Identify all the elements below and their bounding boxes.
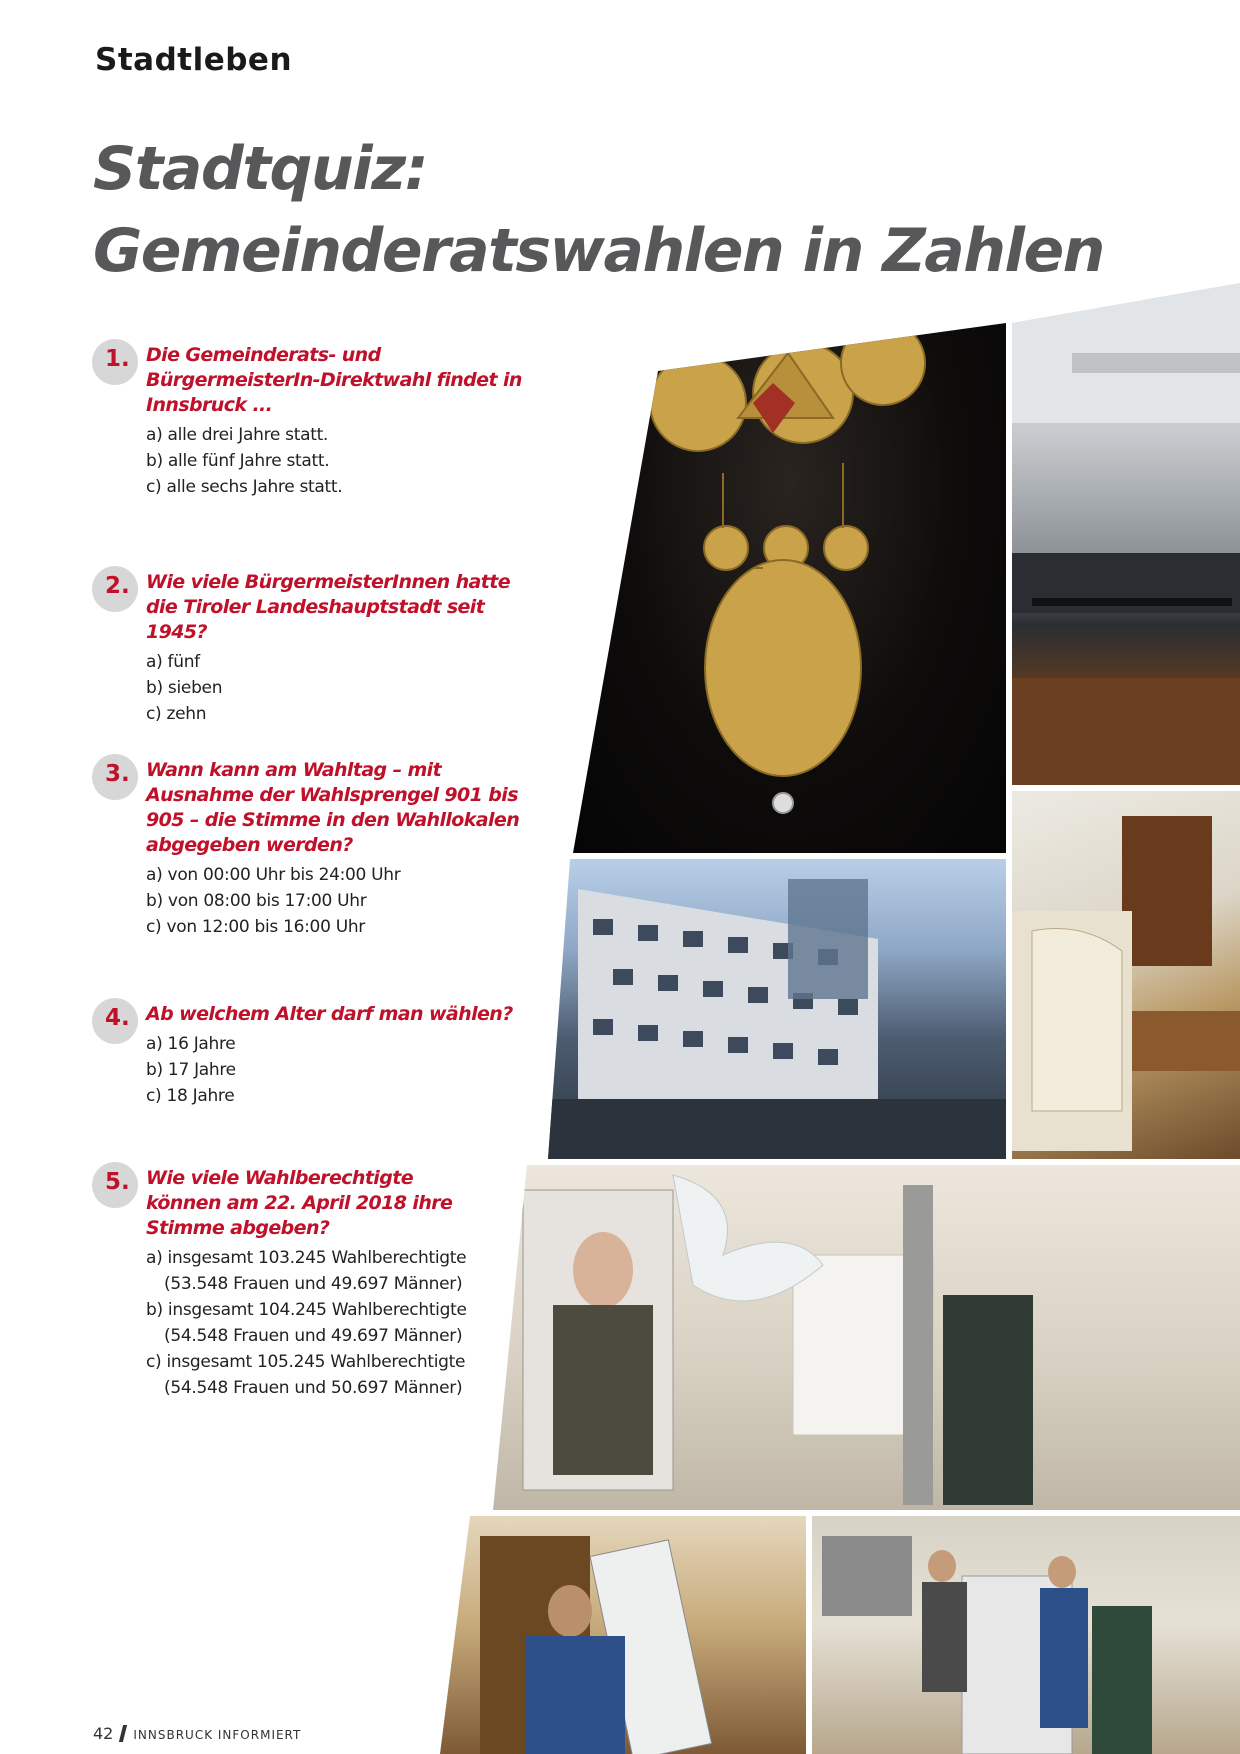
answer-a: a) fünf [146,652,200,672]
answer-list [146,1031,562,1109]
question-text: Ab welchem Alter darf man wählen? [146,1003,513,1025]
page-footer [93,1724,301,1743]
question-text: Wie viele Wahlberechtigte können am 22. April 2018 ihre Stimme abgeben? [146,1167,453,1239]
answer-b: b) alle fünf Jahre statt. [146,451,330,471]
council-chamber-illustration [1012,283,1240,785]
question-number-badge: 5. [92,1162,138,1208]
council-chamber-photo [1012,283,1240,785]
booth-carrying-photo [440,1516,806,1754]
voting-booth-setup-photo [493,1165,1240,1510]
voting-booth-illustration [493,1165,1240,1510]
question-3 [92,754,562,940]
answer-c: c) zehn [146,704,207,724]
section-label: Stadtleben [95,42,293,78]
polling-station-office-photo [812,1516,1240,1754]
answer-a: a) 16 Jahre [146,1034,236,1054]
question-text: Wie viele BürgermeisterInnen hatte die Tiroler Landeshauptstadt seit 1945? [146,571,510,643]
answer-list [146,862,562,940]
footer-divider [119,1725,127,1742]
question-4 [92,998,562,1109]
title-line-2: Gemeinderatswahlen in Zahlen [93,216,1104,286]
meeting-room-photo [1012,791,1240,1159]
question-number-badge: 1. [92,339,138,385]
answer-list [146,649,562,727]
question-text: Wann kann am Wahltag – mit Ausnahme der Wahlsprengel 901 bis 905 – die Stimme in den Wahllokalen abgegeben werden? [146,759,520,856]
answer-b: b) sieben [146,678,223,698]
page-title [93,128,1104,292]
mayoral-chain-illustration [573,323,1006,853]
question-1 [92,339,562,500]
page-number: 42 [93,1724,114,1743]
building-facade-illustration [548,859,1006,1159]
meeting-room-illustration [1012,791,1240,1159]
question-5 [92,1162,512,1401]
answer-a: a) alle drei Jahre statt. [146,425,329,445]
answer-a: a) insgesamt 103.245 Wahlberechtigte (53.548 Frauen und 49.697 Männer) [146,1248,467,1294]
answer-a: a) von 00:00 Uhr bis 24:00 Uhr [146,865,401,885]
magazine-name: INNSBRUCK INFORMIERT [133,1728,302,1742]
question-2 [92,566,562,727]
answer-list [146,1245,476,1401]
answer-c: c) 18 Jahre [146,1086,235,1106]
answer-b: b) von 08:00 bis 17:00 Uhr [146,891,367,911]
mayoral-chain-photo [573,323,1006,853]
question-number-badge: 2. [92,566,138,612]
answer-c: c) insgesamt 105.245 Wahlberechtigte (54.548 Frauen und 50.697 Männer) [146,1352,466,1398]
question-number-badge: 4. [92,998,138,1044]
booth-carrying-illustration [440,1516,806,1754]
city-hall-building-photo [548,859,1006,1159]
polling-station-illustration [812,1516,1240,1754]
answer-c: c) alle sechs Jahre statt. [146,477,343,497]
answer-b: b) 17 Jahre [146,1060,236,1080]
question-text: Die Gemeinderats- und BürgermeisterIn-Direktwahl findet in Innsbruck ... [146,344,522,416]
answer-c: c) von 12:00 bis 16:00 Uhr [146,917,365,937]
question-number-badge: 3. [92,754,138,800]
title-line-1: Stadtquiz: [93,134,428,204]
answer-b: b) insgesamt 104.245 Wahlberechtigte (54.548 Frauen und 49.697 Männer) [146,1300,467,1346]
answer-list [146,422,562,500]
